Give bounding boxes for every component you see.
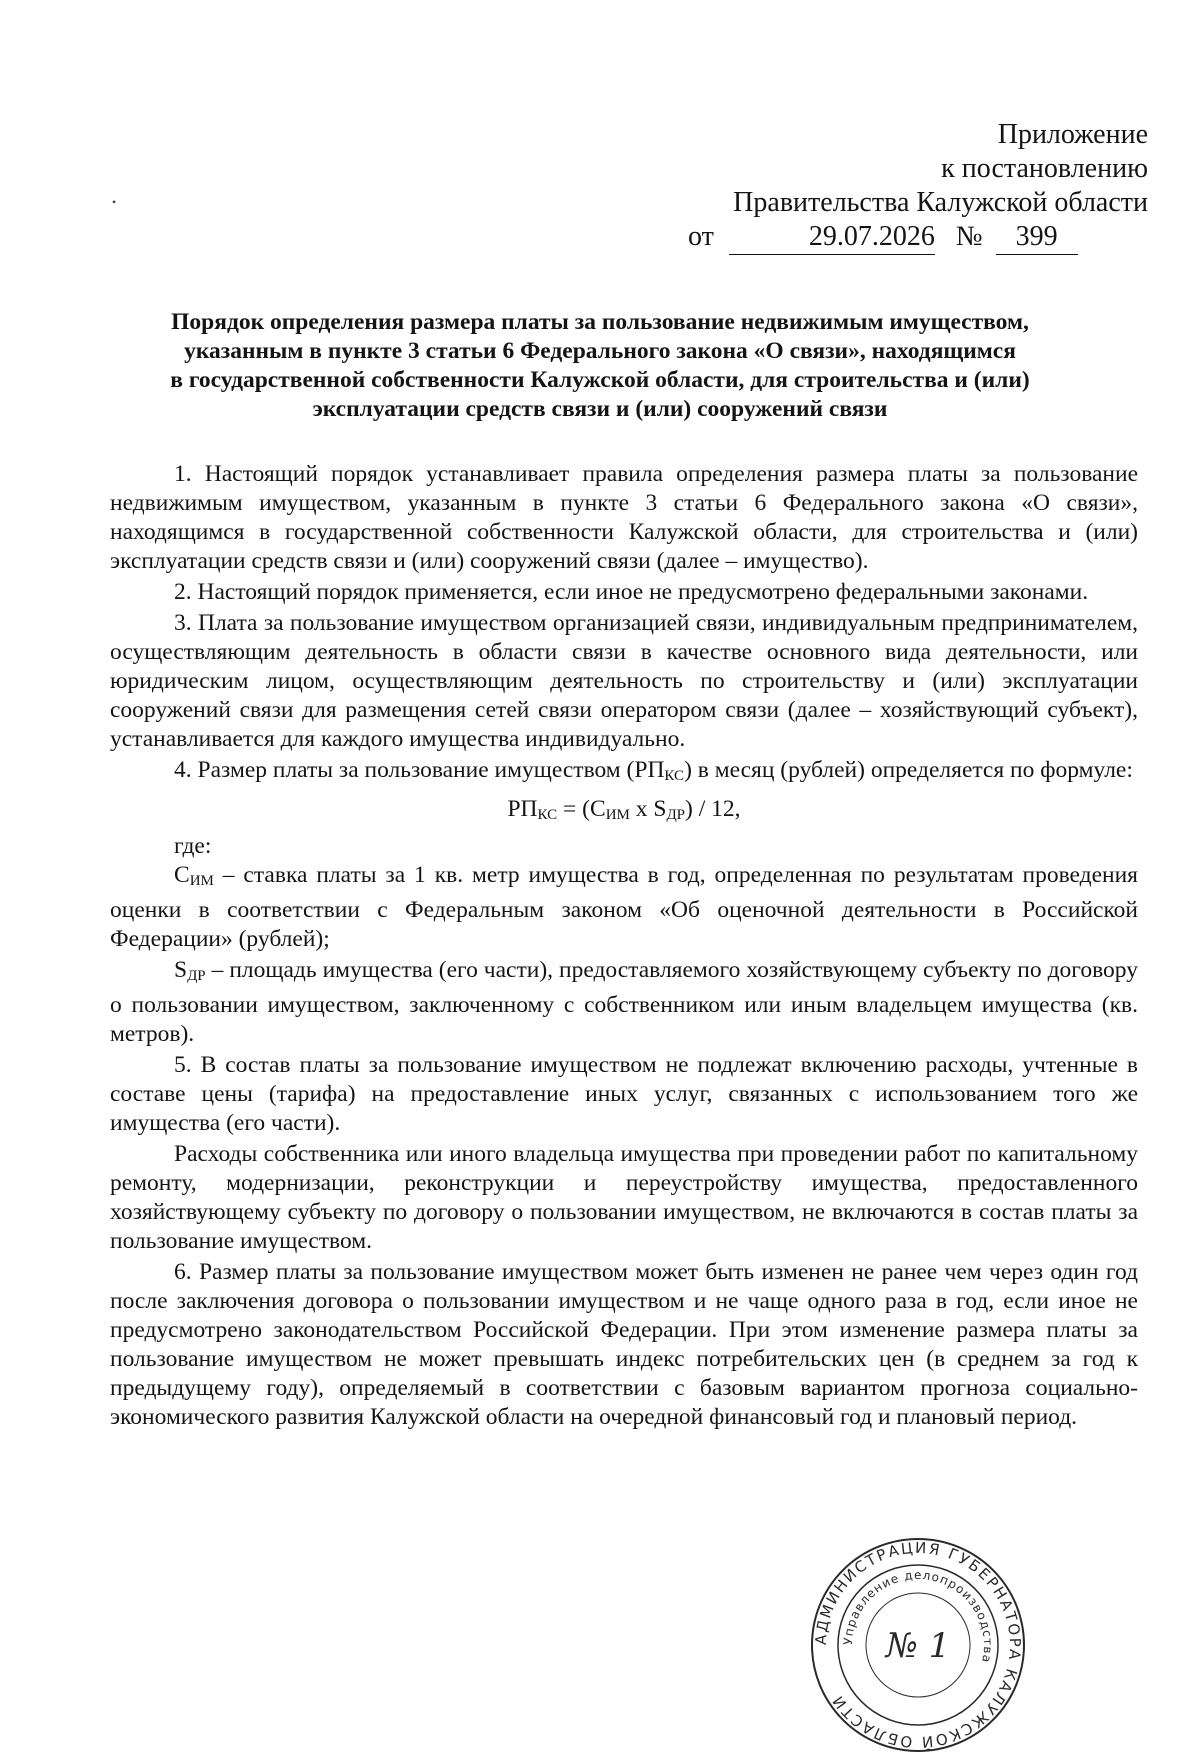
p4-text-b: ) в месяц (рублей) определяется по формуле:	[684, 757, 1133, 783]
formula-part: ) / 12,	[685, 796, 741, 822]
appendix-government-label: Правительства Калужской области	[733, 187, 1148, 218]
seal-outer-text: АДМИНИСТРАЦИЯ ГУБЕРНАТОРА КАЛУЖСКОЙ ОБЛАСТИ	[811, 1538, 1025, 1752]
paragraph-6: 6. Размер платы за пользование имуществом может быть изменен не ранее чем через один год после заключения договора о пользовании имуществом и не чаще одного раза в год, если иное не предусмотрено законодательством Российской Федерации. При этом изменение размера платы за пользование имуществом не может превышать индекс потребительских цен (в среднем за год к предыдущему году), определяемый в соответствии с базовым вариантом прогноза социально-экономического развития Калужской области на очередной финансовый год и плановый период.	[110, 1259, 1138, 1430]
s-symbol: S	[174, 957, 188, 983]
date-prefix: от	[688, 221, 714, 252]
title-line: эксплуатации средств связи и (или) сооружений связи	[312, 396, 888, 422]
title-line: указанным в пункте 3 статьи 6 Федерального закона «О связи», находящимся	[184, 338, 1016, 364]
resolution-date: 29.07.2026	[729, 220, 935, 255]
document-title	[120, 308, 1080, 424]
appendix-label: Приложение	[997, 119, 1148, 150]
definition-s	[110, 956, 1138, 1049]
paragraph-1: 1. Настоящий порядок устанавливает правила определения размера платы за пользование недвижимым имуществом, указанным в пункте 3 статьи 6 Федерального закона «О связи», находящимся в государственной собственности Калужской области, для строительства и (или) эксплуатации средств связи и (или) сооружений связи (далее – имущество).	[110, 461, 1138, 574]
definition-c	[110, 861, 1138, 954]
paragraph-4	[110, 756, 1138, 791]
appendix-date-row	[688, 220, 1148, 255]
number-prefix: №	[955, 221, 983, 252]
paragraph-5-continued: Расходы собственника или иного владельца имущества при проведении работ по капитальному ремонту, модернизации, реконструкции и переустройству имущества, предоставленного хозяйствующему субъекту по договору о пользовании имуществом, не включаются в состав платы за пользование имуществом.	[110, 1141, 1138, 1254]
seal-inner-text: Управление делопроизводства	[840, 1567, 996, 1665]
formula-subscript: ИМ	[605, 807, 630, 823]
paragraph-2: 2. Настоящий порядок применяется, если иное не предусмотрено федеральными законами.	[174, 579, 1089, 605]
appendix-resolution-label: к постановлению	[941, 153, 1148, 184]
s-definition: – площадь имущества (его части), предоставляемого хозяйствующему субъекту по договору о пользовании имуществом, заключенному с собственником или иным владельцем имущества (кв. метров).	[110, 957, 1138, 1047]
c-symbol: С	[174, 862, 190, 888]
title-line: в государственной собственности Калужской области, для строительства и (или)	[170, 367, 1030, 393]
appendix-header	[688, 118, 1148, 255]
formula-part: РП	[507, 796, 538, 822]
c-definition: – ставка платы за 1 кв. метр имущества в год, определенная по результатам проведения оценки в соответствии с Федеральным законом «Об оценочной деятельности в Российской Федерации» (рублей);	[110, 862, 1138, 952]
document-body	[110, 460, 1138, 1434]
formula-subscript: ДР	[666, 807, 686, 823]
seal-number: № 1	[885, 1626, 951, 1666]
c-subscript: ИМ	[189, 873, 214, 889]
paragraph-5: 5. В состав платы за пользование имуществом не подлежат включению расходы, учтенные в составе цены (тарифа) на предоставление иных услуг, связанных с использованием того же имущества (его части).	[110, 1052, 1138, 1136]
formula-where: где:	[174, 833, 212, 859]
fee-formula	[110, 795, 1138, 830]
formula-subscript: КС	[537, 807, 558, 823]
p4-subscript: КС	[664, 768, 685, 784]
scan-speck: •	[112, 195, 117, 209]
p4-text-a: 4. Размер платы за пользование имуществом (РП	[174, 757, 665, 783]
official-seal-stamp	[808, 1535, 1028, 1755]
title-line: Порядок определения размера платы за пользование недвижимым имуществом,	[171, 309, 1029, 335]
resolution-number: 399	[996, 220, 1078, 255]
formula-part: х S	[629, 796, 667, 822]
formula-part: = (С	[557, 796, 606, 822]
s-subscript: ДР	[187, 968, 206, 984]
paragraph-3: 3. Плата за пользование имуществом организацией связи, индивидуальным предпринимателем, осуществляющим деятельность в области связи в качестве основного вида деятельности, или юридическим лицом, осуществляющим деятельность по строительству и (или) эксплуатации сооружений связи для размещения сетей связи оператором связи (далее – хозяйствующий субъект), устанавливается для каждого имущества индивидуально.	[110, 610, 1138, 752]
